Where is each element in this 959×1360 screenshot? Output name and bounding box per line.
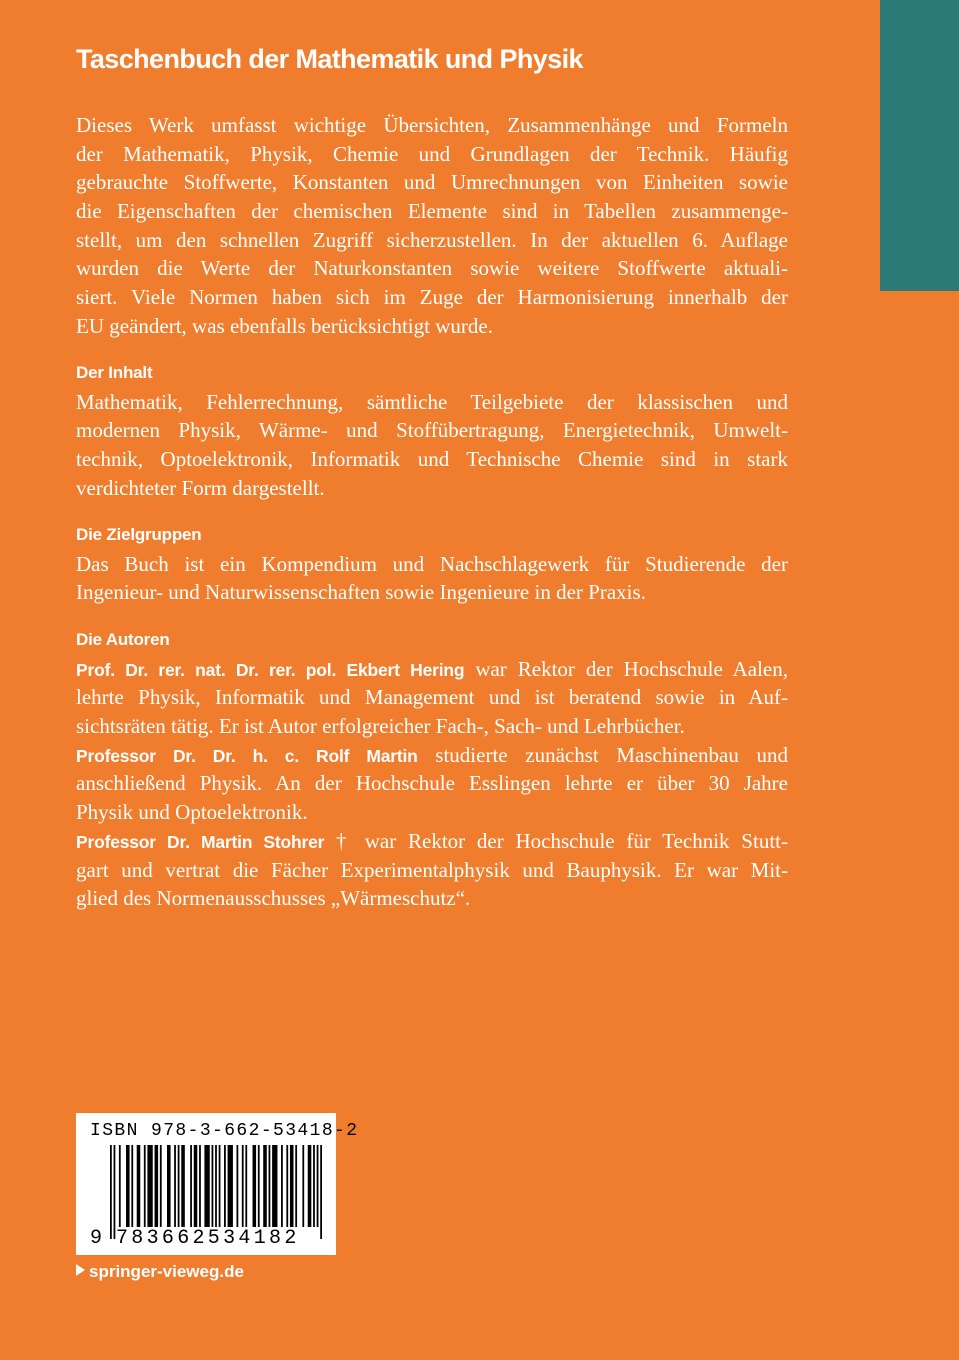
barcode-bar [224, 1145, 226, 1227]
arrow-right-icon [76, 1264, 85, 1276]
author-line: lehrte Physik, Informatik und Management und ist beratend sowie in Auf- [76, 685, 788, 710]
barcode-bar [126, 1145, 130, 1227]
author-line: sichtsräten tätig. Er ist Autor erfolgreicher Fach-, Sach- und Lehrbücher. [76, 714, 685, 739]
author-name-stohrer: Professor Dr. Martin Stohrer [76, 831, 325, 852]
publisher-website-link[interactable]: springer-vieweg.de [76, 1262, 244, 1282]
barcode-bar [295, 1145, 297, 1227]
intro-line: stellt, um den schnellen Zugriff sicherzustellen. In der aktuellen 6. Auflage [76, 227, 788, 252]
barcode-bar [181, 1145, 185, 1227]
barcode-bar [228, 1145, 233, 1227]
inhalt-line: modernen Physik, Wärme- und Stoffübertragung, Energietechnik, Umwelt- [76, 418, 788, 443]
inhalt-heading: Der Inhalt [76, 363, 153, 382]
barcode-bar [253, 1145, 257, 1227]
barcode-bar [199, 1145, 201, 1227]
barcode-bar [167, 1145, 171, 1227]
barcode-bar [174, 1145, 176, 1227]
barcode-bar [286, 1145, 288, 1227]
barcode-bar [320, 1145, 322, 1239]
author-line: Professor Dr. Martin Stohrer † war Rektor der Hochschule für Technik Stutt- [76, 828, 788, 853]
barcode-bar [131, 1145, 133, 1227]
barcode-bar [212, 1145, 214, 1227]
inhalt-line: technik, Optoelektronik, Informatik und Technische Chemie sind in stark [76, 447, 788, 472]
barcode-bar [290, 1145, 294, 1227]
barcode-bar [317, 1145, 319, 1239]
barcode-bar [194, 1145, 198, 1227]
barcode-bar [190, 1145, 192, 1227]
zielgruppen-section [76, 521, 788, 607]
barcode-bar [302, 1145, 304, 1227]
inhalt-line: Mathematik, Fehlerrechnung, sämtliche Teilgebiete der klassischen und [76, 389, 788, 414]
barcode-bar [236, 1145, 238, 1227]
barcode-bar [245, 1145, 247, 1227]
barcode-bars [110, 1145, 322, 1239]
ean-first-digit: 9 [90, 1227, 103, 1250]
barcode-bar [114, 1145, 116, 1239]
barcode-bar [147, 1145, 152, 1227]
color-tab [880, 0, 959, 291]
author-name-martin: Professor Dr. Dr. h. c. Rolf Martin [76, 745, 418, 766]
isbn-number: ISBN 978-3-662-53418-2 [90, 1121, 359, 1141]
zielgruppen-heading: Die Zielgruppen [76, 525, 202, 544]
author-line: Prof. Dr. rer. nat. Dr. rer. pol. Ekbert Hering war Rektor der Hochschule Aalen, [76, 656, 788, 681]
barcode-bar [263, 1145, 267, 1227]
barcode-bar [215, 1145, 217, 1239]
barcode-bar [313, 1145, 315, 1227]
author-line: glied des Normenausschusses „Wärmeschutz“. [76, 886, 471, 911]
barcode-bar [178, 1145, 180, 1227]
barcode-bar [269, 1145, 271, 1227]
barcode-bar [155, 1145, 159, 1227]
author-line: anschließend Physik. An der Hochschule Esslingen lehrte er über 30 Jahre [76, 771, 788, 796]
ean-digits: 783662534182 [116, 1227, 320, 1251]
book-title: Taschenbuch der Mathematik und Physik [76, 44, 583, 74]
inhalt-section [76, 359, 788, 502]
barcode-bar [160, 1145, 162, 1227]
barcode-bar [219, 1145, 221, 1239]
intro-line: gebrauchte Stoffwerte, Konstanten und Umrechnungen von Einheiten sowie [76, 170, 788, 195]
author-name-hering: Prof. Dr. rer. nat. Dr. rer. pol. Ekbert Hering [76, 659, 465, 680]
intro-line: EU geändert, was ebenfalls berücksichtigt wurde. [76, 313, 493, 338]
intro-line: wurden die Werte der Naturkonstanten sowie weitere Stoffwerte aktuali- [76, 256, 788, 281]
author-line: gart und vertrat die Fächer Experimentalphysik und Bauphysik. Er war Mit- [76, 857, 788, 882]
isbn-barcode [76, 1113, 359, 1255]
zielgruppen-line: Das Buch ist ein Kompendium und Nachschlagewerk für Studierende der [76, 551, 788, 576]
barcode-bar [258, 1145, 260, 1227]
barcode-bar [144, 1145, 146, 1227]
barcode-bar [242, 1145, 244, 1227]
intro-line: der Mathematik, Physik, Chemie und Grundlagen der Technik. Häufig [76, 141, 788, 166]
barcode-bar [119, 1145, 121, 1227]
autoren-section [76, 626, 788, 913]
autoren-heading: Die Autoren [76, 630, 170, 649]
barcode-bar [204, 1145, 209, 1227]
intro-line: siert. Viele Normen haben sich im Zuge der Harmonisierung innerhalb der [76, 285, 788, 310]
barcode-bar [272, 1145, 277, 1227]
barcode-bar [110, 1145, 112, 1239]
zielgruppen-line: Ingenieur- und Naturwissenschaften sowie Ingenieure in der Praxis. [76, 580, 646, 605]
barcode-bar [281, 1145, 283, 1227]
barcode-bar [308, 1145, 312, 1227]
barcode-bar [137, 1145, 141, 1227]
intro-line: Dieses Werk umfasst wichtige Übersichten, Zusammenhänge und Formeln [76, 113, 788, 137]
intro-paragraph [76, 111, 788, 341]
author-line: Professor Dr. Dr. h. c. Rolf Martin studierte zunächst Maschinenbau und [76, 742, 788, 767]
inhalt-line: verdichteter Form dargestellt. [76, 475, 325, 500]
author-line: Physik und Optoelektronik. [76, 800, 308, 825]
intro-line: die Eigenschaften der chemischen Elemente sind in Tabellen zusammenge- [76, 199, 788, 224]
